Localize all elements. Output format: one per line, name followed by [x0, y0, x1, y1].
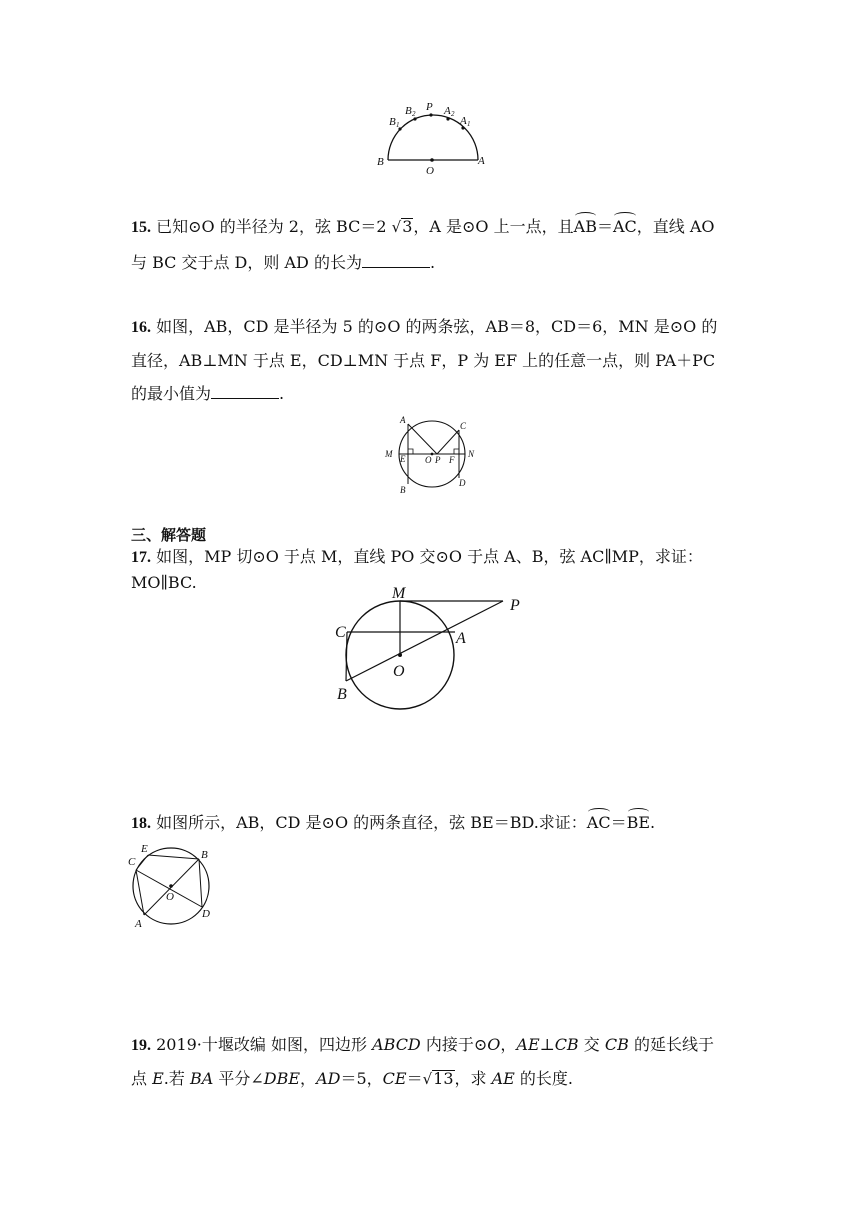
point-p: [429, 113, 432, 116]
q17-label-a: A: [456, 630, 466, 647]
q17-label-p: P: [510, 597, 520, 614]
q15-radicand: 3: [402, 217, 413, 236]
q19-text-2b: .若: [163, 1069, 190, 1088]
q16-right-angle-e: [408, 449, 413, 454]
q16-label-d: D: [459, 478, 466, 488]
q18-figure: [124, 840, 224, 932]
q19-ad: AD: [316, 1069, 341, 1088]
q16-label-m: M: [385, 449, 393, 459]
q19-line2: [131, 1066, 573, 1092]
q16-text-line1: 如图，AB，CD 是半径为 5 的⊙O 的两条弦，AB＝8，CD＝6，MN 是⊙O 的: [151, 317, 718, 336]
q16-label-c: C: [460, 421, 467, 431]
q17-segment-cb: [346, 632, 347, 681]
q17-text-line2: MO∥BC.: [131, 573, 197, 592]
q15-line2-end: .: [429, 253, 436, 272]
q15-text-part3: ，直线 AO: [636, 217, 715, 236]
q17-label-o: O: [393, 663, 405, 680]
label-a: A: [478, 155, 485, 167]
q19-cb-1: CB: [554, 1035, 579, 1054]
label-a2-sub: 2: [451, 110, 455, 118]
q16-label-o: O: [425, 455, 432, 465]
q19-ce: CE: [382, 1069, 407, 1088]
q16-text-line2: 直径，AB⊥MN 于点 E，CD⊥MN 于点 F，P 为 EF 上的任意一点，则 PA＋PC: [131, 351, 716, 370]
q18-point-o: [169, 884, 173, 888]
q17-label-m: M: [392, 585, 406, 602]
q19-text-1e: 交: [578, 1035, 605, 1054]
q15-arc-ab: AB: [574, 214, 597, 240]
q19-ae-2: AE: [491, 1069, 515, 1088]
q16-segment-ap: [408, 424, 437, 454]
q19-text-2c: 平分∠: [213, 1069, 264, 1088]
q18-chord-eb: [148, 855, 199, 859]
label-b1: B: [389, 116, 396, 128]
q15-radical-sign: √: [391, 218, 402, 236]
q18-arc-ac: AC: [587, 810, 611, 836]
q17-text-line1: 如图，MP 切⊙O 于点 M，直线 PO 交⊙O 于点 A、B，弦 AC∥MP，求证：: [151, 547, 703, 566]
q19-o: O: [487, 1035, 501, 1054]
label-a1-sub: 1: [467, 120, 471, 128]
q18-number: 18.: [131, 815, 151, 832]
section-heading: 三、解答题: [131, 526, 207, 544]
q19-text-1b: 内接于⊙: [420, 1035, 488, 1054]
q18-chord-ec: [136, 855, 148, 870]
q18-end: .: [650, 813, 656, 832]
q15-line2: [131, 250, 435, 276]
q16-line1: [131, 314, 717, 341]
q19-abcd: ABCD: [372, 1035, 421, 1054]
q17-line-po: [346, 601, 503, 681]
q19-radical-sign: √: [422, 1070, 433, 1088]
q19-ba: BA: [189, 1069, 214, 1088]
q15-equals: ＝: [596, 217, 613, 236]
q18-label-o: O: [166, 891, 174, 903]
q18-label-b: B: [201, 849, 208, 861]
q19-radicand: 13: [433, 1069, 454, 1088]
q18-label-a: A: [135, 918, 142, 930]
q19-line1: [131, 1032, 714, 1059]
q16-number: 16.: [131, 319, 151, 336]
q15-text-part2: ，A 是⊙O 上一点，且: [413, 217, 574, 236]
label-b2-sub: 2: [412, 110, 416, 118]
q16-text-line3: 的最小值为: [131, 384, 212, 403]
q17-point-o: [398, 653, 402, 657]
q19-text-2g: ，求: [454, 1069, 492, 1088]
q19-number: 19.: [131, 1037, 151, 1054]
q18-label-e: E: [141, 843, 148, 855]
q19-text-2h: 的长度.: [514, 1069, 574, 1088]
q16-line3-end: .: [279, 384, 285, 403]
q16-answer-blank[interactable]: [211, 382, 279, 399]
q15-arc-ac: AC: [613, 214, 637, 240]
q16-segment-pc: [437, 430, 459, 454]
q15-line1: [131, 214, 715, 241]
label-a1: A: [460, 115, 467, 127]
point-a2: [446, 117, 449, 120]
q16-label-a: A: [400, 415, 406, 425]
q17-line1: [131, 544, 703, 571]
q16-line2: [131, 348, 715, 374]
q19-dbe: DBE: [263, 1069, 301, 1088]
label-b2: B: [405, 105, 412, 117]
q19-text-2a: 点: [131, 1069, 153, 1088]
q17-label-c: C: [335, 624, 346, 641]
q18-chord-bd: [199, 859, 202, 907]
q19-cb-2: CB: [604, 1035, 629, 1054]
q18-line1: [131, 810, 655, 837]
label-b1-sub: 1: [396, 121, 400, 129]
label-b: B: [377, 156, 384, 168]
q19-text-1a: 2019·十堰改编 如图，四边形: [151, 1035, 373, 1054]
q15-line2-text: 与 BC 交于点 D，则 AD 的长为: [131, 253, 362, 272]
q16-figure: [380, 412, 484, 496]
q17-line2: [131, 570, 197, 596]
label-a2: A: [444, 105, 451, 117]
label-o: O: [426, 165, 434, 177]
q19-text-2e: ＝5，: [340, 1069, 383, 1088]
q18-arc-be: BE: [627, 810, 650, 836]
q19-text-1f: 的延长线于: [628, 1035, 714, 1054]
q16-label-p: P: [435, 455, 441, 465]
q16-label-n: N: [468, 449, 475, 459]
q16-label-b: B: [400, 485, 406, 495]
q18-equals: ＝: [610, 813, 627, 832]
q16-label-f: F: [449, 455, 455, 465]
q19-text-1c: ，: [500, 1035, 517, 1054]
q16-right-angle-f: [454, 449, 459, 454]
label-p: P: [426, 101, 433, 113]
point-o: [430, 158, 434, 162]
q19-text-2d: ，: [300, 1069, 317, 1088]
q17-figure: [330, 584, 540, 720]
q19-text-2f: ＝: [406, 1069, 423, 1088]
q17-number: 17.: [131, 549, 151, 566]
q16-line3: [131, 381, 284, 407]
q15-text-part1: 已知⊙O 的半径为 2，弦 BC＝2: [151, 217, 392, 236]
q19-ae: AE: [516, 1035, 540, 1054]
q16-label-e: E: [400, 454, 406, 464]
q19-e: E: [152, 1069, 164, 1088]
q18-text-part1: 如图所示，AB，CD 是⊙O 的两条直径，弦 BE＝BD.求证：: [151, 813, 587, 832]
semicircle-figure: [370, 98, 490, 180]
q17-label-b: B: [337, 686, 347, 703]
q15-number: 15.: [131, 219, 151, 236]
q18-label-c: C: [128, 856, 136, 868]
q19-text-1d: ⊥: [539, 1035, 555, 1054]
q18-label-d: D: [202, 908, 210, 920]
q15-answer-blank[interactable]: [362, 251, 430, 268]
